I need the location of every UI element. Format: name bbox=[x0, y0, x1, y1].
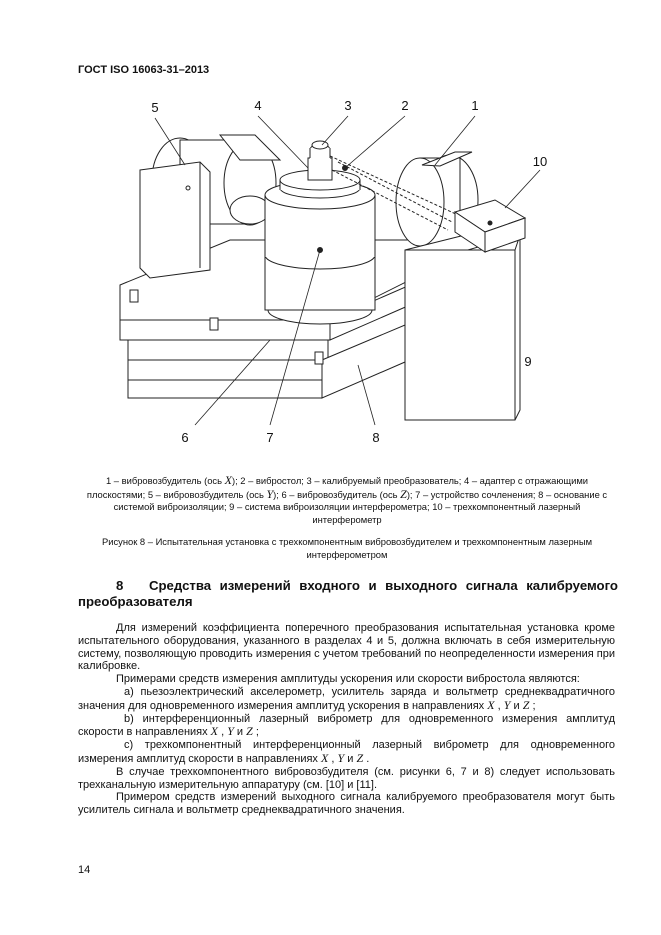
section-body bbox=[78, 622, 615, 817]
label-3: 3 bbox=[344, 98, 352, 113]
section-heading: 8 Средства измерений входного и выходного сигнала калибруемого преобразователя bbox=[78, 578, 618, 609]
paragraph: Примерами средств измерения амплитуды ускорения или скорости вибростола являются: bbox=[116, 673, 580, 686]
paragraph: Примером средств измерений выходного сигнала калибруемого преобразователя могут быть усилитель сигнала и вольтметр среднеквадратичного значения. bbox=[78, 791, 615, 817]
label-7: 7 bbox=[266, 430, 274, 445]
label-8: 8 bbox=[372, 430, 380, 445]
label-1: 1 bbox=[471, 98, 479, 113]
list-item-c: с) трехкомпонентный интерференционный лазерный виброметр для одновременного измерения амплитуд скорости в направлениях X , Y и Z . bbox=[78, 739, 615, 765]
label-10: 10 bbox=[532, 154, 548, 169]
paragraph: В случае трехкомпонентного вибровозбудителя (см. рисунки 6, 7 и 8) следует использовать трехканальную измерительную аппаратуру (см. [10] и [11]. bbox=[78, 765, 615, 791]
label-2: 2 bbox=[401, 98, 409, 113]
list-item-a: а) пьезоэлектрический акселерометр, усилитель заряда и вольтметр среднеквадратичного значения для одновременного измерения амплитуд ускорения в направлениях X , Y и Z ; bbox=[78, 685, 615, 712]
test-setup-figure bbox=[100, 90, 560, 450]
figure-caption: Рисунок 8 – Испытательная установка с трехкомпонентным вибровозбудителем и трехкомпонентным лазерным интерферометром bbox=[101, 536, 593, 560]
list-item-b: b) интерференционный лазерный виброметр для одновременного измерения амплитуд скорости в направлениях X , Y и Z ; bbox=[78, 712, 615, 739]
label-5: 5 bbox=[151, 100, 159, 115]
label-9: 9 bbox=[524, 354, 532, 369]
page-number: 14 bbox=[78, 864, 91, 876]
document-header: ГОСТ ISO 16063-31–2013 bbox=[78, 64, 210, 76]
figure-legend: 1 – вибровозбудитель (ось X); 2 – вибростол; 3 – калибруемый преобразователь; 4 – адаптер с отражающими плоскостями; 5 – вибровозбудитель (ось Y); 6 – вибровозбудитель (ось Z); 7 – устройство сочленения; 8 – основание с системой виброизоляции; 9 – система виброизоляции интерферометра; 10 – трехкомпонентный лазерный интерферометр bbox=[86, 473, 608, 525]
label-4: 4 bbox=[254, 98, 262, 113]
paragraph: Для измерений коэффициента поперечного преобразования испытательная установка кроме испытательного оборудования, указанного в разделах 4 и 5, должна включать в себя измерительную систему, позволяющую проводить измерения с учетом требований по неопределенности измерения при калибровке. bbox=[78, 622, 615, 673]
vibration-table bbox=[265, 141, 375, 324]
label-6: 6 bbox=[181, 430, 189, 445]
interferometer-isolation-stand bbox=[405, 230, 520, 420]
